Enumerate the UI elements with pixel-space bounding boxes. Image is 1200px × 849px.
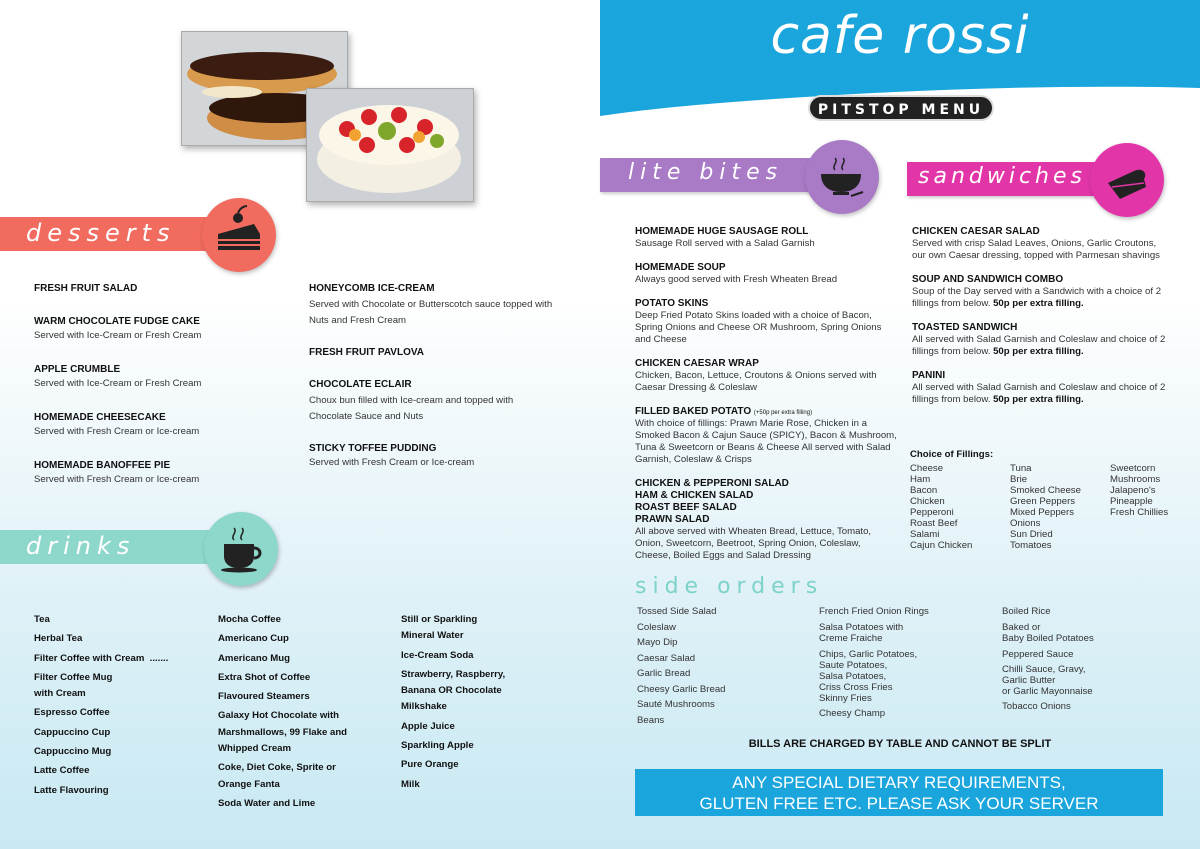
dessert-name: APPLE CRUMBLE [34,364,121,375]
sandwich-icon [1090,143,1164,217]
bills-notice: BILLS ARE CHARGED BY TABLE AND CANNOT BE SPLIT [748,738,1052,750]
side-item: Baked or Baby Boiled Potatoes [1002,621,1094,644]
lite-bite-desc: Sausage Roll served with a Salad Garnish [635,238,815,249]
sandwich-extra: 50p per extra filling. [993,393,1084,405]
lite-bite-name: CHICKEN & PEPPERONI SALAD HAM & CHICKEN SALAD ROAST BEEF SALAD PRAWN SALAD [635,477,789,525]
filling-item: Green Peppers [1010,496,1076,508]
drink-item: Cappuccino Mug [34,746,112,758]
drink-item: Latte Flavouring [34,784,109,796]
lite-bite-desc: Deep Fried Potato Skins loaded with a choice of Bacon, Spring Onions and Cheese OR Mushroom, Spring Onions and Cheese [635,309,882,345]
drink-item: Still or Sparkling Mineral Water [401,614,478,642]
side-item: Tobacco Onions [1002,701,1071,713]
drink-item: Milk [401,778,420,790]
dessert-name: HOMEMADE CHEESECAKE [34,412,166,423]
filling-item: Ham [910,474,931,486]
drink-item: Mocha Coffee [218,614,281,625]
cake-icon [202,198,276,272]
drink-item: Filter Coffee with Cream ....... [34,652,169,664]
desserts-col2 [309,283,559,483]
lite-bite-desc: With choice of fillings: Prawn Marie Rose, Chicken in a Smoked Bacon & Cajun Sauce (SPICY), Bacon & Mushroom, Tuna & Sweetcorn or Beans & Cheese All served with Salad Garnish, Coleslaw & Crisps [635,417,897,465]
filling-item: Cheese [910,463,944,474]
filling-item: Chicken [910,496,945,508]
drink-item: Pure Orange [401,759,459,771]
dietary-notice-line2: GLUTEN FREE ETC. PLEASE ASK YOUR SERVER [699,794,1099,813]
drink-item: Extra Shot of Coffee [218,671,311,683]
filling-item: Cajun Chicken [910,540,973,552]
sandwiches-list [912,226,1172,406]
drink-item: Cappuccino Cup [34,726,111,738]
coffee-cup-icon [204,512,278,586]
sandwich-name: SOUP AND SANDWICH COMBO [912,273,1064,285]
fillings-col1 [910,463,1005,551]
filling-item: Pepperoni [910,507,954,519]
menu-subtitle: PITSTOP MENU [808,95,994,121]
side-item: Salsa Potatoes with Creme Fraiche [819,621,904,644]
side-item: Chilli Sauce, Gravy, Garlic Butter or Garlic Mayonnaise [1002,664,1093,698]
sandwich-desc: All served with Salad Garnish and Coleslaw and choice of 2 fillings from below. [912,333,1166,357]
drink-item: Galaxy Hot Chocolate with Marshmallows, 99 Flake and Whipped Cream [218,710,348,755]
filling-item: Pineapple [1110,496,1153,508]
lite-bites-badge [805,140,879,214]
lite-bites-list [635,226,897,562]
sandwich-extra: 50p per extra filling. [993,297,1084,309]
dessert-name: HONEYCOMB ICE-CREAM [309,283,435,294]
drink-item: Coke, Diet Coke, Sprite or Orange Fanta [218,762,336,790]
filling-item: Sun Dried Tomatoes [1010,529,1053,552]
dessert-name: STICKY TOFFEE PUDDING [309,443,437,454]
dessert-desc: Served with Fresh Cream or Ice-cream [309,457,475,468]
side-item: Coleslaw [637,621,676,633]
brand-logo: cafe rossi [770,6,1030,66]
dessert-desc: Served with Fresh Cream or Ice-cream [34,474,200,485]
drinks-heading: drinks [26,532,136,560]
drink-item: Filter Coffee Mug with Cream [34,671,113,700]
dessert-desc: Served with Fresh Cream or Ice-cream [34,426,200,437]
drinks-col3 [401,612,526,796]
drink-item: Apple Juice [401,720,455,732]
side-item: Peppered Sauce [1002,648,1074,660]
filling-item: Jalapeno's [1110,485,1156,497]
filling-item: Tuna [1010,463,1032,474]
sandwich-name: CHICKEN CAESAR SALAD [912,226,1040,237]
sandwich-desc: Served with crisp Salad Leaves, Onions, Garlic Croutons, our own Caesar dressing, topped with Parmesan shavings [912,238,1160,261]
filling-item: Brie [1010,474,1028,486]
drink-item: Soda Water and Lime [218,797,316,809]
soup-bowl-icon [805,140,879,214]
filling-item: Sweetcorn [1110,463,1156,474]
drink-item: Americano Mug [218,652,290,664]
filling-item: Mixed Peppers [1010,507,1074,519]
lite-bite-desc: Chicken, Bacon, Lettuce, Croutons & Onions served with Caesar Dressing & Coleslaw [635,369,877,393]
filling-item: Salami [910,529,940,541]
lite-bite-note: (+50p per extra filling) [753,409,813,416]
dietary-notice-line1: ANY SPECIAL DIETARY REQUIREMENTS, [732,773,1066,792]
drink-item: Americano Cup [218,633,289,645]
dessert-name: HOMEMADE BANOFFEE PIE [34,460,171,471]
dessert-desc: Served with Chocolate or Butterscotch sauce topped with Nuts and Fresh Cream [309,299,553,327]
drink-item: Flavoured Steamers [218,691,310,703]
side-orders-heading: side orders [635,574,824,599]
dessert-desc: Choux bun filled with Ice-cream and topped with Chocolate Sauce and Nuts [309,395,514,423]
filling-item: Smoked Cheese [1010,485,1081,497]
side-item: Garlic Bread [637,668,691,679]
side-item: French Fried Onion Rings [819,606,929,617]
side-item: Cheesy Garlic Bread [637,683,726,695]
dessert-desc: Served with Ice-Cream or Fresh Cream [34,378,202,389]
dessert-name: CHOCOLATE ECLAIR [309,379,412,390]
side-item: Tossed Side Salad [637,606,717,617]
lite-bite-name: HOMEMADE SOUP [635,261,726,273]
side-item: Boiled Rice [1002,606,1051,617]
pavlova-photo [306,88,474,202]
drink-item: Tea [34,614,50,625]
sandwich-desc: All served with Salad Garnish and Coleslaw and choice of 2 fillings from below. [912,381,1166,405]
lite-bite-desc: All above served with Wheaten Bread, Lettuce, Tomato, Onion, Sweetcorn, Beetroot, Spring Onion, Coleslaw, Cheese, Boiled Eggs and Salad Dressing [635,525,872,561]
sandwich-name: PANINI [912,369,946,381]
drinks-col2 [218,612,368,815]
desserts-badge [202,198,276,272]
lite-bite-name: HOMEMADE HUGE SAUSAGE ROLL [635,226,809,237]
desserts-heading: desserts [26,219,176,247]
fillings-heading: Choice of Fillings: [910,449,994,460]
dessert-name: WARM CHOCOLATE FUDGE CAKE [34,316,200,327]
drink-item: Espresso Coffee [34,707,110,719]
drinks-col1 [34,612,194,802]
side-orders-col1 [637,606,807,730]
sandwich-desc: Soup of the Day served with a Sandwich with a choice of 2 fillings from below. [912,285,1162,309]
drink-item: Strawberry, Raspberry, Banana OR Chocolate Milkshake [401,668,506,713]
side-orders-col3 [1002,606,1172,717]
fillings-col3 [1110,463,1195,518]
drink-item: Ice-Cream Soda [401,649,474,661]
sandwich-extra: 50p per extra filling. [993,345,1084,357]
lite-bite-desc: Always good served with Fresh Wheaten Bread [635,273,838,285]
desserts-col1 [34,283,284,500]
sandwiches-badge [1090,143,1164,217]
side-item: Cheesy Champ [819,707,886,719]
filling-item: Bacon [910,485,938,497]
side-item: Beans [637,714,665,726]
dietary-notice-box [635,769,1163,816]
dessert-name: FRESH FRUIT PAVLOVA [309,347,424,358]
filling-item: Mushrooms [1110,474,1161,486]
sandwich-name: TOASTED SANDWICH [912,321,1018,333]
lite-bite-name: CHICKEN CAESAR WRAP [635,357,759,369]
side-item: Caesar Salad [637,652,696,664]
drink-item: Sparkling Apple [401,740,474,752]
sandwiches-heading: sandwiches [918,164,1086,189]
lite-bite-name: POTATO SKINS [635,297,709,309]
drink-item: Latte Coffee [34,765,90,777]
dessert-desc: Served with Ice-Cream or Fresh Cream [34,330,202,341]
side-orders-col2 [819,606,989,723]
side-item: Mayo Dip [637,637,678,648]
lite-bites-heading: lite bites [628,160,784,185]
side-item: Chips, Garlic Potatoes, Saute Potatoes, Salsa Potatoes, Criss Cross Fries Skinny Fries [819,648,918,704]
filling-item: Fresh Chillies [1110,507,1169,519]
dessert-name: FRESH FRUIT SALAD [34,283,138,294]
filling-item: Onions [1010,518,1041,530]
side-item: Sauté Mushrooms [637,699,715,710]
drinks-badge [204,512,278,586]
fillings-col2 [1010,463,1105,551]
drink-item: Herbal Tea [34,633,83,645]
filling-item: Roast Beef [910,518,958,530]
lite-bite-name: FILLED BAKED POTATO [635,405,752,417]
